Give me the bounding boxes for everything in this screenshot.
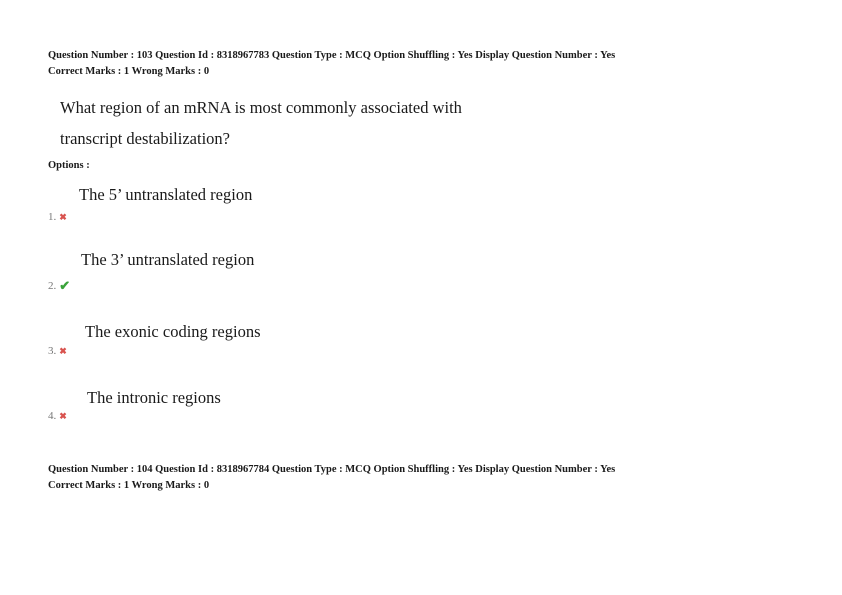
marks-meta-line: Correct Marks : 1 Wrong Marks : 0 (48, 66, 210, 77)
marks-meta-line: Correct Marks : 1 Wrong Marks : 0 (48, 480, 210, 491)
option-3-marker (48, 345, 67, 357)
cross-icon: ✖ (59, 345, 67, 356)
option-2-marker (48, 278, 70, 294)
question-meta-line: Question Number : 104 Question Id : 8318967784 Question Type : MCQ Option Shuffling : Yes Display Question Number : Yes (48, 464, 616, 475)
cross-icon: ✖ (59, 410, 67, 421)
option-number: 3. (48, 345, 57, 357)
option-3-text: The exonic coding regions (85, 322, 261, 341)
option-number: 4. (48, 410, 57, 422)
option-1-text: The 5’ untranslated region (79, 185, 253, 204)
question-103-meta (48, 48, 615, 80)
option-number: 1. (48, 211, 57, 223)
options-label: Options : (48, 160, 90, 171)
question-104-meta (48, 462, 615, 494)
question-line-1: What region of an mRNA is most commonly associated with (60, 98, 462, 117)
question-line-2: transcript destabilization? (60, 129, 230, 148)
option-2-text: The 3’ untranslated region (81, 250, 255, 269)
option-number: 2. (48, 280, 57, 292)
option-4-marker (48, 410, 67, 422)
option-4-text: The intronic regions (87, 388, 221, 407)
question-meta-line: Question Number : 103 Question Id : 8318967783 Question Type : MCQ Option Shuffling : Yes Display Question Number : Yes (48, 50, 616, 61)
question-text (60, 92, 580, 154)
check-icon: ✔ (59, 278, 71, 293)
cross-icon: ✖ (59, 211, 67, 222)
option-1-marker (48, 211, 67, 223)
